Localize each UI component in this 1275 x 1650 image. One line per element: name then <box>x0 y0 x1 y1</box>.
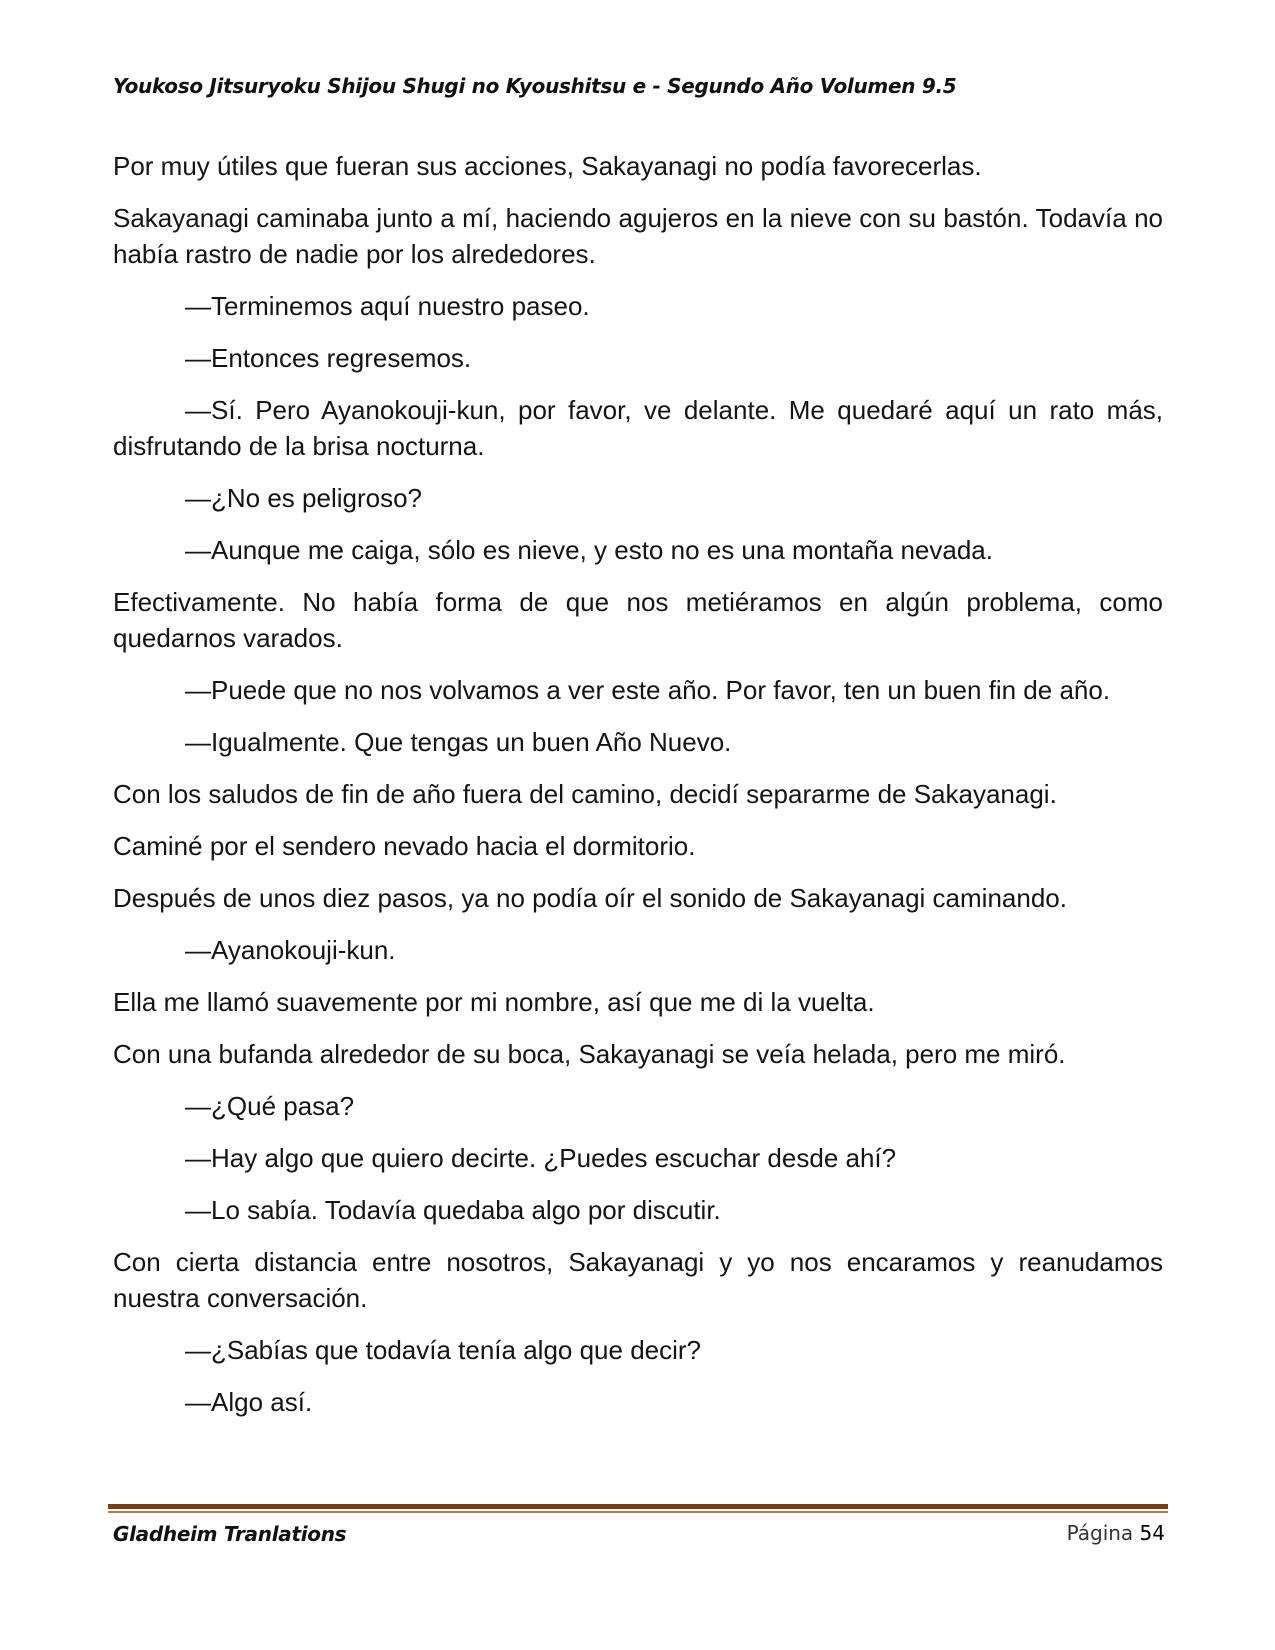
paragraph: Después de unos diez pasos, ya no podía oír el sonido de Sakayanagi caminando. <box>113 883 1067 913</box>
dialog-line: —Igualmente. Que tengas un buen Año Nuevo. <box>185 727 732 757</box>
dialog-line: —Aunque me caiga, sólo es nieve, y esto no es una montaña nevada. <box>185 535 993 565</box>
running-header: Youkoso Jitsuryoku Shijou Shugi no Kyoushitsu e - Segundo Año Volumen 9.5 <box>113 74 957 98</box>
dialog-line: —¿Qué pasa? <box>185 1091 355 1121</box>
page-label: Página <box>1066 1521 1134 1545</box>
dialog-line: —Ayanokouji-kun. <box>185 935 396 965</box>
page-number <box>1067 1521 1165 1545</box>
footer-credit: Gladheim Tranlations <box>113 1522 347 1546</box>
paragraph: Sakayanagi caminaba junto a mí, haciendo agujeros en la nieve con su bastón. Todavía no había rastro de nadie por los alrededores. <box>113 203 1163 269</box>
footer-divider-thin <box>108 1511 1168 1513</box>
paragraph: Caminé por el sendero nevado hacia el dormitorio. <box>113 831 696 861</box>
paragraph: Efectivamente. No había forma de que nos metiéramos en algún problema, como quedarnos varados. <box>113 587 1163 653</box>
dialog-line: —Sí. Pero Ayanokouji-kun, por favor, ve delante. Me quedaré aquí un rato más, disfrutando de la brisa nocturna. <box>113 395 1163 461</box>
dialog-line: —Hay algo que quiero decirte. ¿Puedes escuchar desde ahí? <box>185 1143 897 1173</box>
paragraph: Con los saludos de fin de año fuera del camino, decidí separarme de Sakayanagi. <box>113 779 1057 809</box>
dialog-line: —Terminemos aquí nuestro paseo. <box>185 291 590 321</box>
dialog-line: —Entonces regresemos. <box>185 343 472 373</box>
dialog-line: —Puede que no nos volvamos a ver este año. Por favor, ten un buen fin de año. <box>185 675 1111 705</box>
page-number-value: 54 <box>1139 1521 1165 1545</box>
paragraph: Por muy útiles que fueran sus acciones, Sakayanagi no podía favorecerlas. <box>113 151 982 181</box>
paragraph: Ella me llamó suavemente por mi nombre, así que me di la vuelta. <box>113 987 875 1017</box>
dialog-line: —Lo sabía. Todavía quedaba algo por discutir. <box>185 1195 721 1225</box>
page-body <box>113 148 1163 1436</box>
dialog-line: —Algo así. <box>185 1387 313 1417</box>
dialog-line: —¿Sabías que todavía tenía algo que decir? <box>185 1335 702 1365</box>
dialog-line: —¿No es peligroso? <box>185 483 422 513</box>
paragraph: Con cierta distancia entre nosotros, Sakayanagi y yo nos encaramos y reanudamos nuestra conversación. <box>113 1247 1163 1313</box>
paragraph: Con una bufanda alrededor de su boca, Sakayanagi se veía helada, pero me miró. <box>113 1039 1066 1069</box>
footer-divider <box>108 1504 1168 1509</box>
